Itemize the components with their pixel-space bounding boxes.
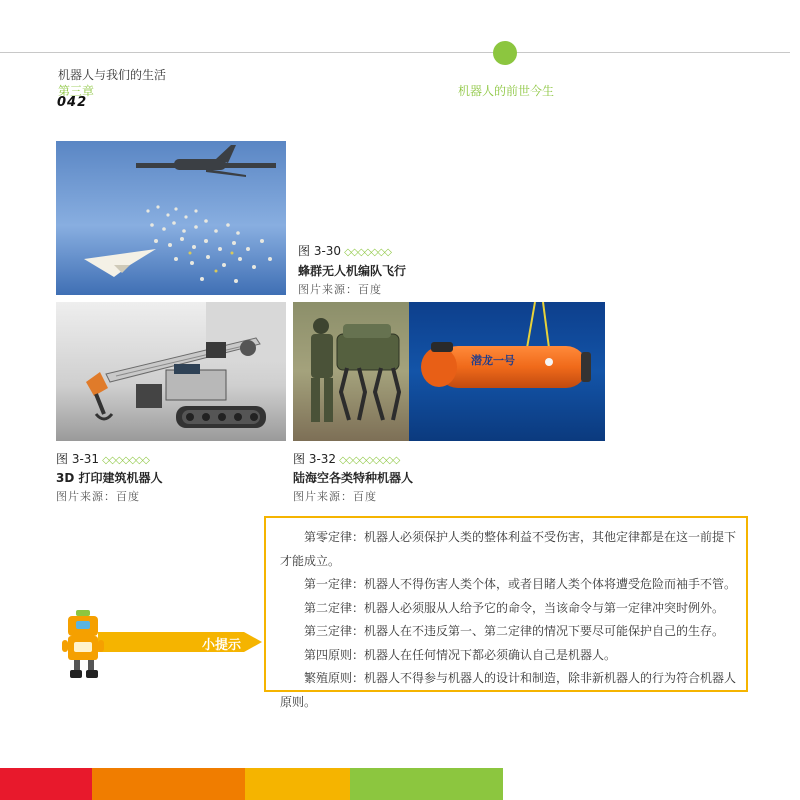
figure-label xyxy=(298,242,391,259)
tip-banner-arrow xyxy=(244,632,262,652)
chapter-label: 第三章 xyxy=(58,84,95,98)
tip-paragraph: 第四原则：机器人在任何情况下都必须确认自己是机器人。 xyxy=(304,647,617,662)
figure-source: 图片来源：百度 xyxy=(293,490,377,503)
figure-source: 图片来源：百度 xyxy=(298,283,382,296)
robot-mascot-icon xyxy=(62,610,106,680)
photo-3d-printing-robot xyxy=(56,302,286,441)
submarine-label: 潜龙一号 xyxy=(471,354,515,367)
tip-paragraph: 繁殖原则：机器人不得参与机器人的设计和制造，除非新机器人的行为符合机器人原则。 xyxy=(280,671,737,709)
figure-label xyxy=(293,450,399,467)
footer-bar-red xyxy=(0,768,92,800)
footer-bar-orange xyxy=(92,768,245,800)
tip-paragraph: 第二定律：机器人必须服从人给予它的命令，当该命令与第一定律冲突时例外。 xyxy=(304,600,725,615)
figure-title: 蜂群无人机编队飞行 xyxy=(298,264,407,278)
figure-title: 3D 打印建筑机器人 xyxy=(56,471,163,485)
figure-number: 图 3-30 xyxy=(298,244,342,258)
tip-paragraph: 第一定律：机器人不得伤害人类个体，或者目睹人类个体将遭受危险而袖手不管。 xyxy=(304,577,737,591)
figure-number: 图 3-32 xyxy=(293,452,337,466)
diamond-icons: ◇◇◇◇◇◇◇ xyxy=(344,247,391,258)
tip-content xyxy=(280,526,738,714)
photo-drone-swarm xyxy=(56,141,286,295)
header-rule xyxy=(0,52,790,53)
footer-bar-green xyxy=(350,768,503,800)
photo-legged-robot xyxy=(293,302,409,441)
section-title: 机器人的前世今生 xyxy=(458,84,555,98)
footer-bar-yellow xyxy=(245,768,350,800)
tip-label: 小提示 xyxy=(202,638,242,653)
photo-submarine xyxy=(409,302,605,441)
diamond-icons: ◇◇◇◇◇◇◇◇◇ xyxy=(339,455,400,466)
book-title: 机器人与我们的生活 xyxy=(58,68,167,82)
figure-number: 图 3-31 xyxy=(56,452,100,466)
tip-paragraph: 第零定律：机器人必须保护人类的整体利益不受伤害，其他定律都是在这一前提下才能成立。 xyxy=(280,530,737,568)
figure-source: 图片来源：百度 xyxy=(56,490,140,503)
page-number: 042 xyxy=(57,95,88,110)
diamond-icons: ◇◇◇◇◇◇◇ xyxy=(102,455,149,466)
figure-label xyxy=(56,450,149,467)
header-dot xyxy=(493,41,517,65)
figure-title: 陆海空各类特种机器人 xyxy=(293,471,414,485)
tip-paragraph: 第三定律：机器人在不违反第一、第二定律的情况下要尽可能保护自己的生存。 xyxy=(304,624,725,638)
